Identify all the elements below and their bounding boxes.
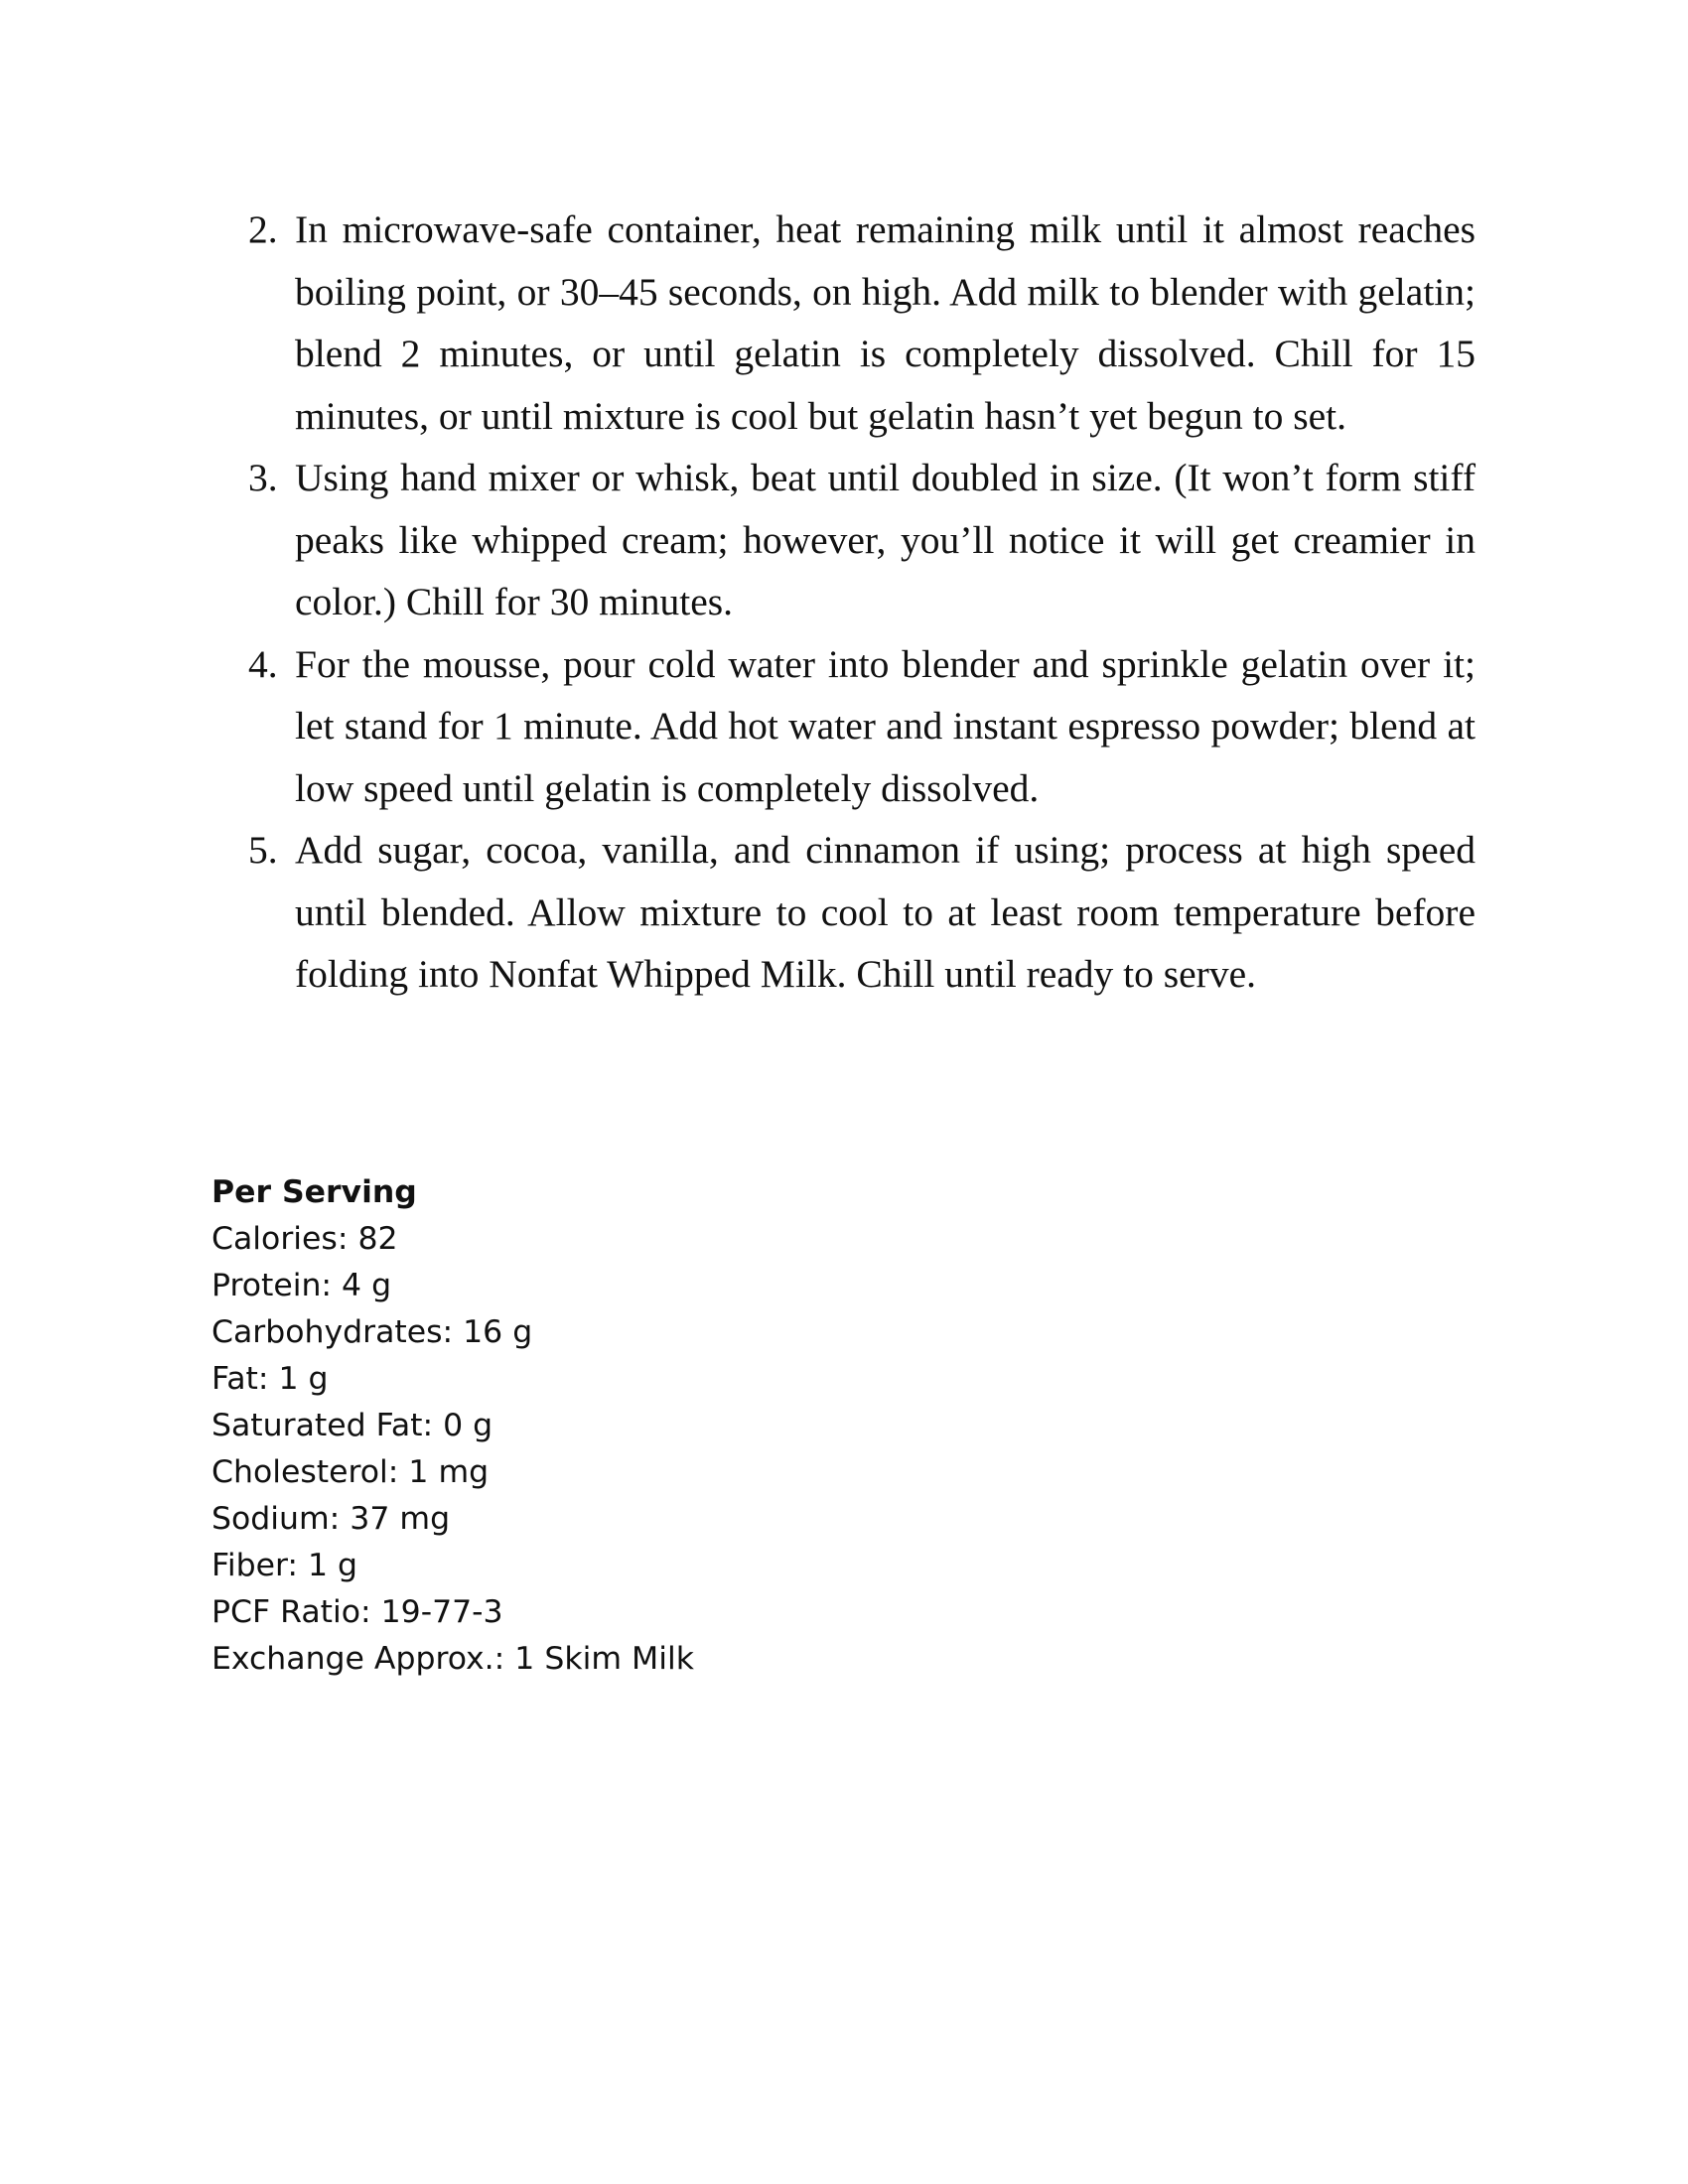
step-number: 5. — [248, 828, 278, 872]
nutrition-item-sodium: Sodium: 37 mg — [211, 1501, 451, 1537]
step-text: Add sugar, cocoa, vanilla, and cinnamon if using; process at high speed until blended. Allow mixture to cool to at least room temperature before folding into Nonfat Whipped Milk. Chill until ready to serve. — [295, 828, 1476, 996]
nutrition-item-exchange: Exchange Approx.: 1 Skim Milk — [211, 1641, 694, 1677]
step-number: 3. — [248, 456, 278, 499]
step-number: 4. — [248, 641, 278, 686]
instruction-step — [248, 819, 1476, 1006]
nutrition-item-saturated-fat: Saturated Fat: 0 g — [211, 1408, 493, 1443]
instruction-step — [248, 199, 1476, 447]
nutrition-item-fiber: Fiber: 1 g — [211, 1548, 358, 1583]
step-text: In microwave-safe container, heat remaining milk until it almost reaches boiling point, or 30–45 seconds, on high. Add milk to blender with gelatin; blend 2 minutes, or until gelatin is completely dissolved. Chill for 15 minutes, or until mixture is cool but gelatin hasn’t yet begun to set. — [295, 207, 1476, 438]
nutrition-item-carbohydrates: Carbohydrates: 16 g — [211, 1314, 533, 1350]
instruction-step — [248, 633, 1476, 820]
instructions-list — [248, 199, 1476, 1006]
step-text: For the mousse, pour cold water into blender and sprinkle gelatin over it; let stand for 1 minute. Add hot water and instant espresso powder; blend at low speed until gelatin is completely dissolved. — [295, 641, 1476, 810]
nutrition-item-protein: Protein: 4 g — [211, 1268, 392, 1303]
nutrition-info — [211, 1169, 1105, 1683]
nutrition-item-calories: Calories: 82 — [211, 1221, 398, 1257]
step-text: Using hand mixer or whisk, beat until doubled in size. (It won’t form stiff peaks like whipped cream; however, you’ll notice it will get creamier in color.) Chill for 30 minutes. — [295, 456, 1476, 623]
nutrition-item-pcf-ratio: PCF Ratio: 19-77-3 — [211, 1594, 503, 1630]
nutrition-item-fat: Fat: 1 g — [211, 1361, 329, 1397]
nutrition-item-cholesterol: Cholesterol: 1 mg — [211, 1454, 490, 1490]
step-number: 2. — [248, 207, 278, 251]
instruction-step — [248, 447, 1476, 633]
nutrition-heading: Per Serving — [211, 1174, 417, 1210]
nutrition-list — [211, 1216, 1105, 1683]
